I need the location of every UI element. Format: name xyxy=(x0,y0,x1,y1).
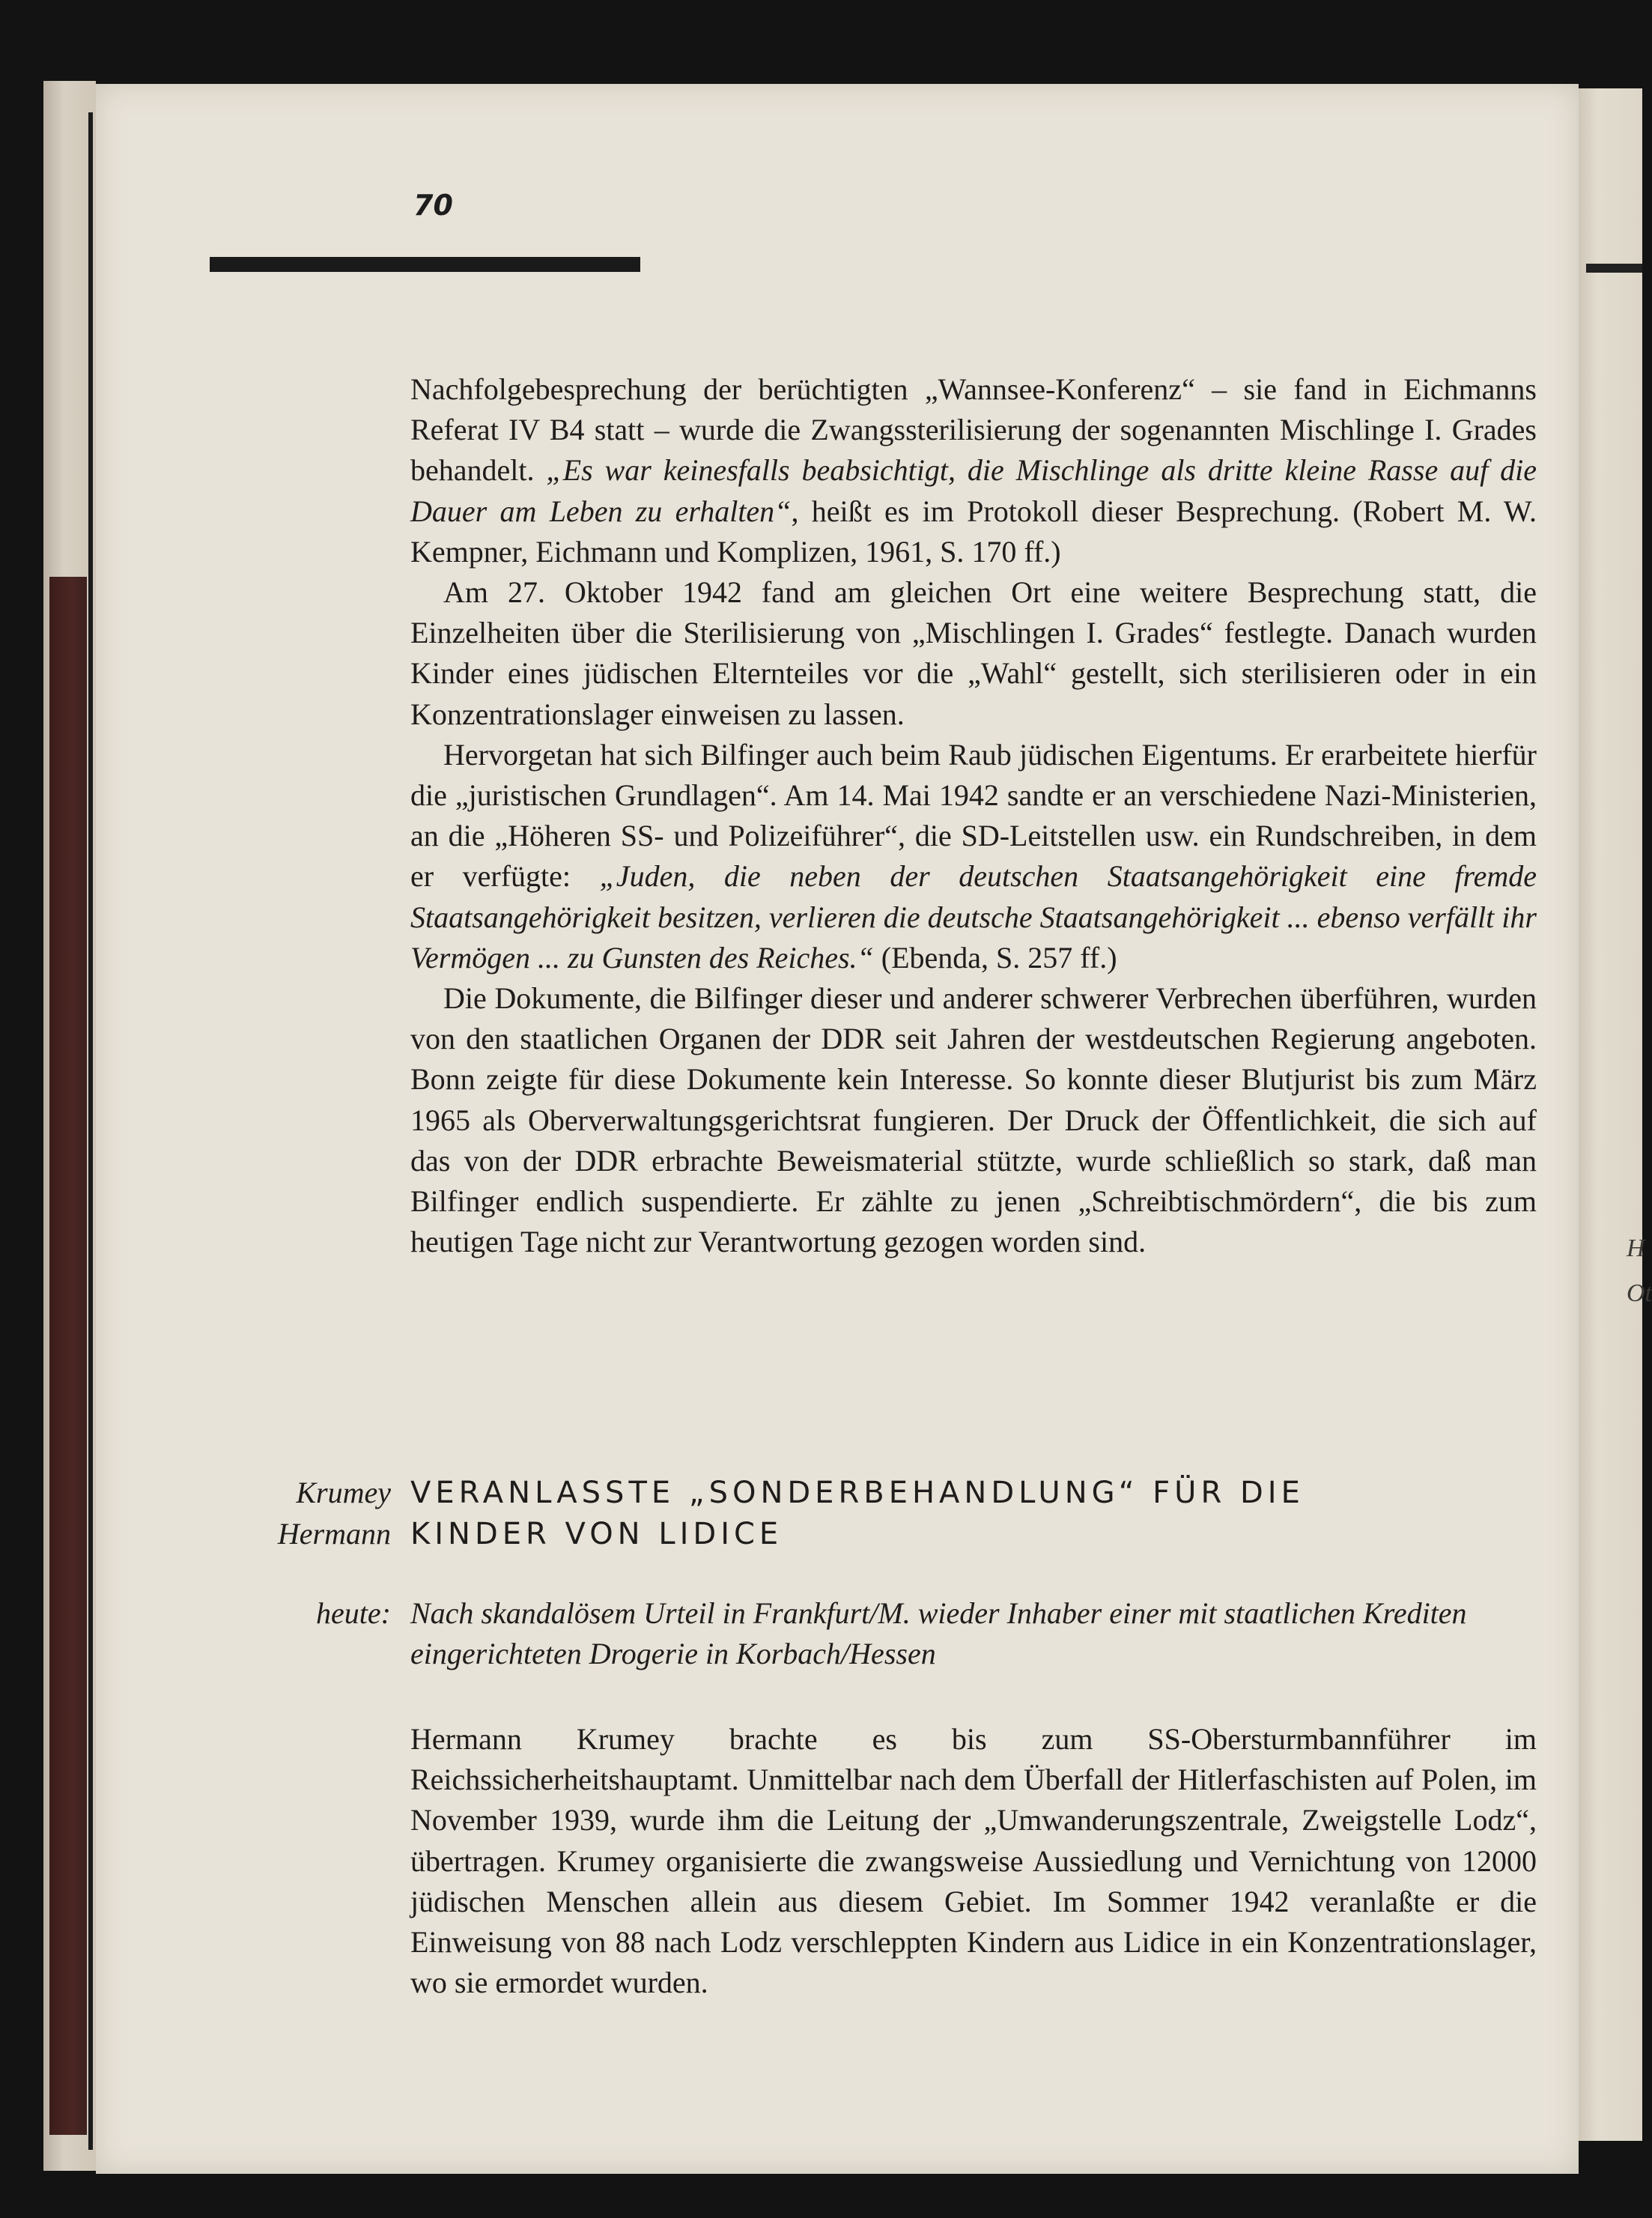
person-surname: Krumey xyxy=(296,1476,391,1509)
today-status: Nach skandalösem Urteil in Frankfurt/M. wieder Inhaber einer mit staatlichen Krediten eingerichteten Drogerie in Korbach/Hessen xyxy=(410,1596,1467,1670)
heading-line: VERANLASSTE „SONDERBEHANDLUNG“ FÜR DIE xyxy=(410,1476,1305,1510)
heading-line: KINDER VON LIDICE xyxy=(410,1517,783,1551)
header-rule xyxy=(210,257,640,272)
text-run: (Ebenda, S. 257 ff.) xyxy=(873,940,1117,975)
text-run: Hervorgetan hat sich Bilfinger auch beim Raub jüdischen Eigentums. Er erarbeitete hierfür die „juristischen Grundlagen“. Am 14. Mai 1942 sandte er an verschiedene Nazi-Ministerien, an die „Höheren SS- und Polizeiführer“, die SD-Leitstellen usw. ein Rundschreiben, in dem er verfügte: xyxy=(410,737,1537,894)
section-body xyxy=(410,369,1537,1262)
binding-shadow xyxy=(88,112,93,2150)
person-given-name: Hermann xyxy=(277,1517,391,1551)
next-page-edge xyxy=(1579,88,1642,2141)
quotation: „Es war keinesfalls beabsichtigt, die Mischlinge als dritte kleine Rasse auf die Dauer am Leben zu erhalten“ xyxy=(410,453,1537,528)
text-run: Am 27. Oktober 1942 fand am gleichen Ort eine weitere Besprechung statt, die Einzelheiten über die Sterilisierung von „Mischlingen I. Grades“ festlegte. Danach wurden Kinder eines jüdischen Elternteiles vor die „Wahl“ gestellt, sich sterilisieren oder in ein Konzentrationslager einweisen zu lassen. xyxy=(410,575,1537,731)
next-page-fragment: H xyxy=(1627,1234,1645,1262)
text-run: , heißt es im Protokoll dieser Besprechung. (Robert M. W. Kempner, Eichmann und Komplizen, 1961, S. 170 ff.) xyxy=(410,494,1537,569)
today-label: heute: xyxy=(316,1596,391,1630)
quotation: „Juden, die neben der deutschen Staatsangehörigkeit eine fremde Staatsangehörigkeit besitzen, verlieren die deutsche Staatsangehörigkeit ... ebenso verfällt ihr Vermögen ... zu Gunsten des Reiches.“ xyxy=(410,859,1537,975)
entry-body xyxy=(410,1719,1537,2003)
paragraph xyxy=(410,735,1537,978)
page-number: 70 xyxy=(413,189,453,222)
text-run: Die Dokumente, die Bilfinger dieser und anderer schwerer Verbrechen überführen, wurden von den staatlichen Organen der DDR seit Jahren der westdeutschen Regierung angeboten. Bonn zeigte für diese Dokumente kein Interesse. So konnte dieser Blutjurist bis zum März 1965 als Oberverwaltungsgerichtsrat fungieren. Der Druck der Öffentlichkeit, die sich auf das von der DDR erbrachte Beweismaterial stützte, wurde schließlich so stark, daß man Bilfinger endlich suspendierte. Er zählte zu jenen „Schreibtischmördern“, die bis zum heutigen Tage nicht zur Verantwortung gezogen worden sind. xyxy=(410,981,1537,1259)
paragraph xyxy=(410,978,1537,1262)
paragraph xyxy=(410,369,1537,572)
book-cover-edge xyxy=(49,577,87,2135)
text-run: Nachfolgebesprechung der berüchtigten „Wannsee-Konferenz“ – sie fand in Eichmanns Referat IV B4 statt – wurde die Zwangssterilisierung der sogenannten Mischlinge I. Grades behandelt. xyxy=(410,372,1537,488)
next-page-fragment: Ot xyxy=(1627,1279,1652,1307)
next-page-rule xyxy=(1586,264,1642,273)
section-heading xyxy=(410,1473,1537,1555)
paragraph xyxy=(410,572,1537,735)
paragraph: Hermann Krumey brachte es bis zum SS-Obersturmbannführer im Reichssicherheitshauptamt. Unmittelbar nach dem Überfall der Hitlerfaschisten auf Polen, im November 1939, wurde ihm die Leitung der „Umwanderungszentrale, Zweigstelle Lodz“, übertragen. Krumey organisierte die zwangsweise Aussiedlung und Vernichtung von 12000 jüdischen Menschen allein aus diesem Gebiet. Im Sommer 1942 veranlaßte er die Einweisung von 88 nach Lodz verschleppten Kindern aus Lidice in ein Konzentrationslager, wo sie ermordet wurden. xyxy=(410,1722,1537,2000)
